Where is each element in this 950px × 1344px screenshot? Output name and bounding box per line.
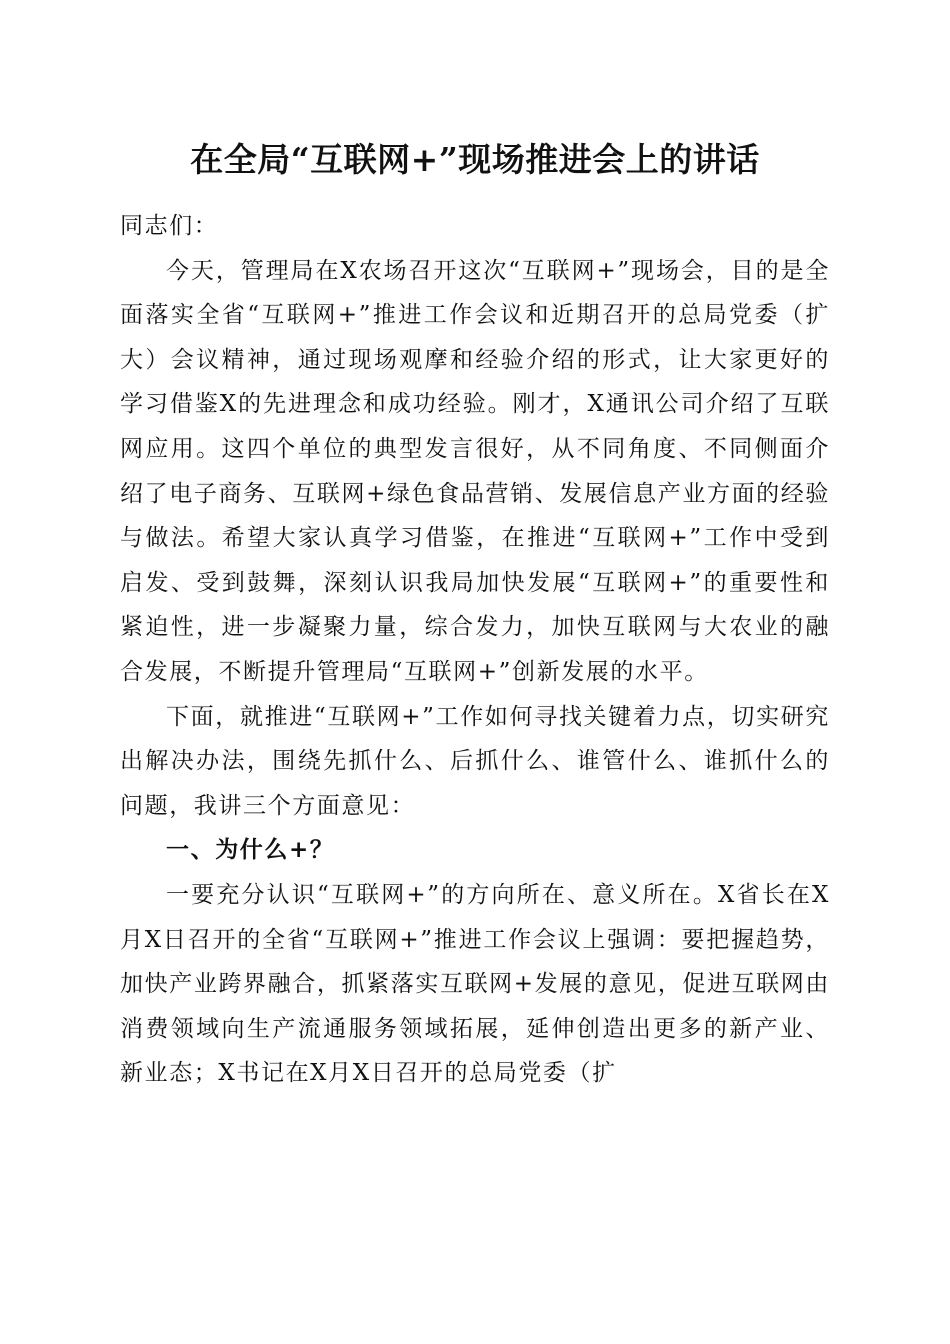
paragraph-outline: 下面，就推进“互联网+”工作如何寻找关键着力点，切实研究出解决办法，围绕先抓什么、后抓什么、谁管什么、谁抓什么的问题，我讲三个方面意见： bbox=[120, 703, 830, 819]
document-body bbox=[120, 204, 830, 1096]
document-title: 在全局“互联网+”现场推进会上的讲话 bbox=[190, 140, 760, 179]
paragraph-intro: 今天，管理局在X农场召开这次“互联网+”现场会，目的是全面落实全省“互联网+”推进工作会议和近期召开的总局党委（扩大）会议精神，通过现场观摩和经验介绍的形式，让大家更好的学习借鉴X的先进理念和成功经验。刚才，X通讯公司介绍了互联网应用。这四个单位的典型发言很好，从不同角度、不同侧面介绍了电子商务、互联网+绿色食品营销、发展信息产业方面的经验与做法。希望大家认真学习借鉴，在推进“互联网+”工作中受到启发、受到鼓舞，深刻认识我局加快发展“互联网+”的重要性和紧迫性，进一步凝聚力量，综合发力，加快互联网与大农业的融合发展，不断提升管理局“互联网+”创新发展的水平。 bbox=[120, 257, 830, 685]
salutation: 同志们： bbox=[120, 213, 219, 239]
paragraph-section-one: 一要充分认识“互联网+”的方向所在、意义所在。X省长在X月X日召开的全省“互联网+”推进工作会议上强调：要把握趋势，加快产业跨界融合，抓紧落实互联网+发展的意见，促进互联网由消费领域向生产流通服务领域拓展，延伸创造出更多的新产业、新业态；X书记在X月X日召开的总局党委（扩 bbox=[120, 881, 830, 1087]
section-heading: 一、为什么+？ bbox=[166, 837, 335, 864]
